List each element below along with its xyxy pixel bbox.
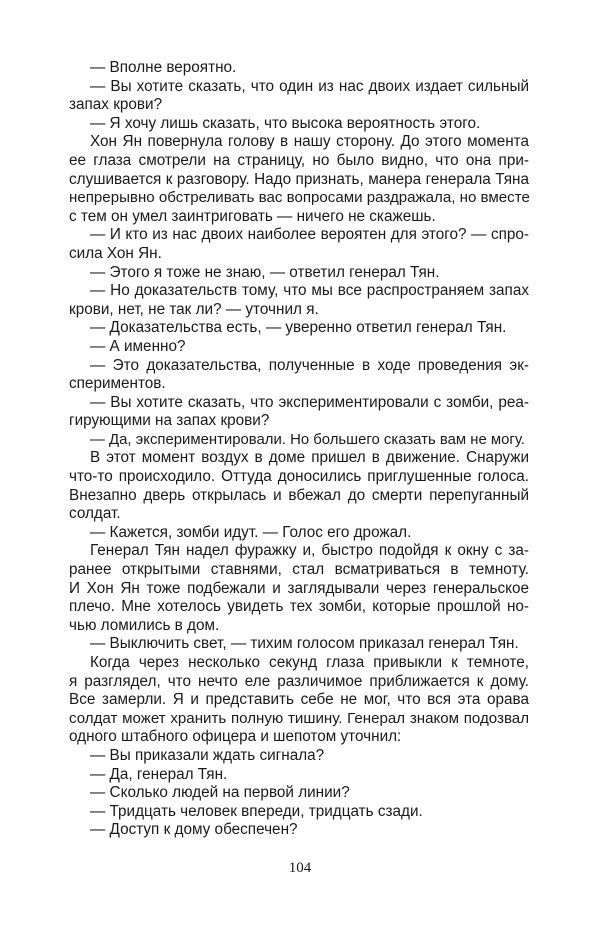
text-line: запах крови? [69, 96, 163, 114]
text-line: В этот момент воздух в доме пришел в движение. Снаружи [90, 449, 529, 467]
text-line: — Сколько людей на первой линии? [90, 784, 350, 802]
text-line: Когда через несколько секунд глаза привыкли к темноте, [90, 654, 529, 671]
text-line: — Вполне вероятно. [90, 59, 237, 76]
text-line: — Этого я тоже не знаю, — ответил генерал Тян. [90, 263, 440, 281]
text-line: я разглядел, что нечто еле различимое приближается к дому. [69, 672, 529, 690]
text-line: — Вы хотите сказать, что один из нас двоих издает сильный [90, 77, 529, 95]
text-line: — Доказательства есть, — уверенно ответил генерал Тян. [90, 319, 507, 337]
text-line: сила Хон Ян. [69, 244, 162, 262]
text-line: одного штабного офицера и шепотом уточнил: [69, 728, 402, 746]
text-line: Генерал Тян надел фуражку и, быстро подойдя к окну с за- [90, 542, 529, 560]
text-line: — Кажется, зомби идут. — Голос его дрожал. [90, 523, 412, 541]
text-line: спериментов. [69, 375, 166, 393]
text-line: Все замерли. Я и представить себе не мог, что вся эта орава [69, 691, 529, 709]
text-line: — Вы хотите сказать, что экспериментировали с зомби, реа- [90, 393, 529, 411]
text-line: слушивается к разговору. Надо признать, манера генерала Тяна [69, 170, 529, 188]
text-line: солдат может хранить полную тишину. Генерал знаком подозвал [69, 709, 529, 727]
text-line: ранее открытыми ставнями, стал всматриваться в темноту. [69, 561, 529, 579]
text-line: — Да, экспериментировали. Но большего сказать вам не могу. [90, 431, 525, 448]
text-line: — Но доказательств тому, что мы все распространяем запах [90, 282, 529, 300]
text-line: чью ломились в дом. [69, 616, 220, 634]
text-line: — Доступ к дому обеспечен? [90, 821, 298, 839]
text-line: — Выключить свет, — тихим голосом приказал генерал Тян. [90, 635, 519, 653]
text-line: гирующими на запах крови? [69, 412, 270, 430]
text-line: плечо. Мне хотелось увидеть тех зомби, которые прошлой но- [69, 598, 529, 616]
text-line: Хон Ян повернула голову в нашу сторону. До этого момента [90, 133, 529, 151]
text-line: — И кто из нас двоих наиболее вероятен для этого? — спро- [90, 226, 529, 244]
text-line: — Вы приказали ждать сигнала? [90, 746, 325, 764]
text-line: — Тридцать человек впереди, тридцать сзади. [90, 802, 423, 820]
text-line: ее глаза смотрели на страницу, но было видно, что она при- [69, 151, 529, 169]
text-line: — А именно? [90, 337, 186, 355]
text-line: солдат. [69, 505, 121, 523]
text-line: И Хон Ян тоже подбежали и заглядывали через генеральское [69, 579, 529, 597]
page-number: 104 [288, 860, 312, 876]
text-line: — Да, генерал Тян. [90, 765, 228, 783]
text-line: — Я хочу лишь сказать, что высока вероятность этого. [90, 114, 481, 132]
text-line: крови, нет, не так ли? — уточнил я. [69, 300, 319, 318]
text-line: Внезапно дверь открылась и вбежал до смерти перепуганный [69, 486, 529, 504]
text-line: что-то происходило. Оттуда доносились приглушенные голоса. [69, 468, 529, 486]
body-text [69, 59, 529, 840]
text-line: — Это доказательства, полученные в ходе проведения эк- [90, 356, 529, 374]
text-line: с тем он умел заинтриговать — ничего не скажешь. [69, 207, 436, 225]
text-line: непрерывно обстреливать вас вопросами раздражала, но вместе [69, 189, 530, 207]
